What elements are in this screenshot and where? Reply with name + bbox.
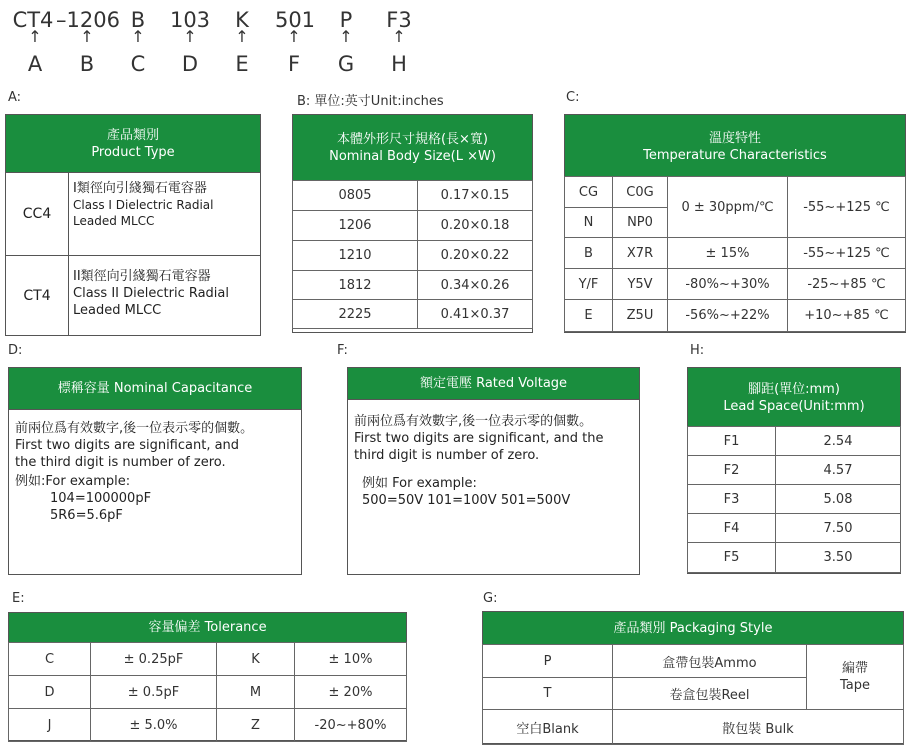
section-d-label: D: [8,343,23,358]
temp-range: -55~+125 ℃ [788,238,906,269]
tolerance-code: Z [217,709,295,742]
code-part-a: CT4 [12,8,54,32]
desc-cn: II類徑向引綫獨石電容器 [73,269,211,284]
packaging-code: 空白Blank [483,710,613,745]
temp-name: NP0 [613,208,668,238]
desc-cn: 前兩位爲有效數字,後一位表示零的個數。 [354,414,593,429]
lead-space-table [687,426,901,573]
voltage-description [354,413,604,509]
example-value: 5R6=5.6pF [50,508,123,523]
header-cn: 本體外形尺寸規格(長×寬) [336,132,489,147]
header-en: Product Type [91,145,175,160]
tolerance-table [8,642,407,742]
size-value: 0.41×0.37 [418,300,533,329]
header-cn: 腳距(單位:mm) [748,382,840,397]
size-value: 0.34×0.26 [418,271,533,300]
temp-name: Z5U [613,300,668,332]
code-letter-c: C [130,52,146,76]
table-row [688,427,901,456]
header-cn: 產品類別 [106,128,159,143]
example-value: 500=50V 101=100V 501=500V [362,493,571,508]
section-e-tolerance [8,612,407,741]
example-label: 例如:For example: [15,474,131,489]
size-value: 0.20×0.18 [418,211,533,241]
table-row [688,514,901,543]
up-arrow-icon: ↑ [287,27,301,46]
code-part-d: 103 [169,8,211,32]
section-c-temperature [564,114,906,333]
section-b-label: B: 單位:英寸Unit:inches [297,94,444,109]
table-row [565,177,906,208]
example-label: 例如 For example: [362,476,477,491]
table-row [688,485,901,514]
table-row [688,456,901,485]
table-row [293,241,533,271]
section-f-header: 額定電壓 Rated Voltage [348,368,639,400]
section-a-label: A: [8,90,22,105]
header-en: Temperature Characteristics [643,148,827,163]
tolerance-value: ± 20% [295,676,407,709]
tape-en: Tape [839,678,870,693]
section-c-label: C: [566,90,580,105]
temp-coefficient: ± 15% [668,238,788,269]
header-en: Lead Space(Unit:mm) [723,399,865,414]
body-size-table [292,180,533,329]
code-part-g: P [339,8,353,32]
desc-cn: I類徑向引綫獨石電容器 [73,181,207,196]
code-part-h: F3 [386,8,412,32]
temp-coefficient: -80%~+30% [668,269,788,300]
section-h-header [688,368,900,427]
code-part-c: B [130,8,146,32]
size-code: 1206 [293,211,418,241]
product-type-row [6,173,260,256]
lead-code: F3 [688,485,776,514]
temp-name: X7R [613,238,668,269]
size-code: 2225 [293,300,418,329]
code-part-f: 501 [274,8,316,32]
up-arrow-icon: ↑ [80,27,94,46]
packaging-code: P [483,645,613,678]
size-value: 0.20×0.22 [418,241,533,271]
tolerance-value: ± 0.5pF [91,676,217,709]
table-row [9,643,407,676]
temp-coefficient: -56%~+22% [668,300,788,332]
section-f-voltage [347,367,640,575]
lead-code: F4 [688,514,776,543]
up-arrow-icon: ↑ [339,27,353,46]
temp-code: CG [565,177,613,208]
code-letter-g: G [337,52,355,76]
code-letter-h: H [391,52,407,76]
tolerance-value: -20~+80% [295,709,407,742]
header-cn: 溫度特性 [708,131,761,146]
up-arrow-icon: ↑ [183,27,197,46]
product-code: CC4 [6,173,69,255]
table-row [483,710,904,745]
tape-cn: 編帶 [841,661,868,676]
table-row [293,181,533,211]
code-letter-d: D [181,52,199,76]
desc-cn: 前兩位爲有效數字,後一位表示零的個數。 [15,421,254,436]
section-f-label: F: [337,343,348,358]
table-row [9,709,407,742]
section-d-header: 標稱容量 Nominal Capacitance [9,368,301,410]
example-value: 104=100000pF [50,491,152,506]
header-en: Nominal Body Size(L ×W) [329,149,496,164]
tolerance-value: ± 0.25pF [91,643,217,676]
desc-en: Class II Dielectric Radial [73,286,229,301]
packaging-code: T [483,678,613,710]
temp-code: E [565,300,613,332]
table-row [688,543,901,573]
desc-en: Leaded MLCC [73,303,162,318]
temp-name: Y5V [613,269,668,300]
tolerance-code: D [9,676,91,709]
packaging-desc: 卷盒包裝Reel [613,678,807,710]
product-type-row [6,256,260,335]
lead-value: 4.57 [776,456,901,485]
lead-code: F1 [688,427,776,456]
lead-code: F5 [688,543,776,573]
lead-value: 5.08 [776,485,901,514]
section-e-header: 容量偏差 Tolerance [9,613,406,643]
table-row [9,676,407,709]
code-letter-f: F [287,52,301,76]
section-g-packaging [482,611,904,744]
section-h-label: H: [690,343,705,358]
size-code: 0805 [293,181,418,211]
tolerance-code: C [9,643,91,676]
tape-cell [807,645,904,710]
temp-range: -25~+85 ℃ [788,269,906,300]
lead-code: F2 [688,456,776,485]
temp-code: N [565,208,613,238]
section-a-header [6,115,260,173]
code-letter-e: E [235,52,249,76]
packaging-desc: 散包裝 Bulk [613,710,904,745]
tolerance-value: ± 10% [295,643,407,676]
size-code: 1210 [293,241,418,271]
section-b-header [293,115,532,181]
section-c-header [565,115,905,177]
packaging-desc: 盒帶包裝Ammo [613,645,807,678]
table-row [565,238,906,269]
table-row [483,645,904,678]
code-part-b: –1206 [56,8,120,32]
section-g-label: G: [483,591,498,606]
up-arrow-icon: ↑ [392,27,406,46]
up-arrow-icon: ↑ [235,27,249,46]
desc-en: third digit is number of zero. [354,448,540,463]
section-a-product-type [5,114,261,336]
tolerance-value: ± 5.0% [91,709,217,742]
temp-range: +10~+85 ℃ [788,300,906,332]
desc-en: First two digits are significant, and [15,438,240,453]
code-letter-a: A [27,52,43,76]
table-row [565,269,906,300]
size-code: 1812 [293,271,418,300]
code-letter-b: B [79,52,95,76]
section-g-header: 產品類別 Packaging Style [483,612,903,645]
up-arrow-icon: ↑ [131,27,145,46]
packaging-table [482,644,904,745]
product-desc [73,181,213,229]
table-row [293,271,533,300]
desc-en: Class I Dielectric Radial [73,198,214,212]
code-part-e: K [235,8,249,32]
table-row [293,300,533,329]
lead-value: 7.50 [776,514,901,543]
table-row [565,300,906,332]
temp-name: C0G [613,177,668,208]
product-code: CT4 [6,256,69,335]
tolerance-code: K [217,643,295,676]
desc-en: Leaded MLCC [73,214,155,228]
tolerance-code: J [9,709,91,742]
desc-en: First two digits are significant, and the [354,431,604,446]
section-d-capacitance [8,367,302,575]
desc-en: the third digit is number of zero. [15,455,226,470]
up-arrow-icon: ↑ [28,27,42,46]
temp-range: -55~+125 ℃ [788,177,906,238]
section-b-body-size [292,114,533,333]
size-value: 0.17×0.15 [418,181,533,211]
section-h-lead-space [687,367,901,574]
product-desc [73,268,229,319]
temp-coefficient: 0 ± 30ppm/℃ [668,177,788,238]
capacitance-description [15,420,253,524]
lead-value: 2.54 [776,427,901,456]
tolerance-code: M [217,676,295,709]
temp-code: B [565,238,613,269]
lead-value: 3.50 [776,543,901,573]
temperature-table [564,176,906,332]
table-row [293,211,533,241]
temp-code: Y/F [565,269,613,300]
section-e-label: E: [12,591,25,606]
